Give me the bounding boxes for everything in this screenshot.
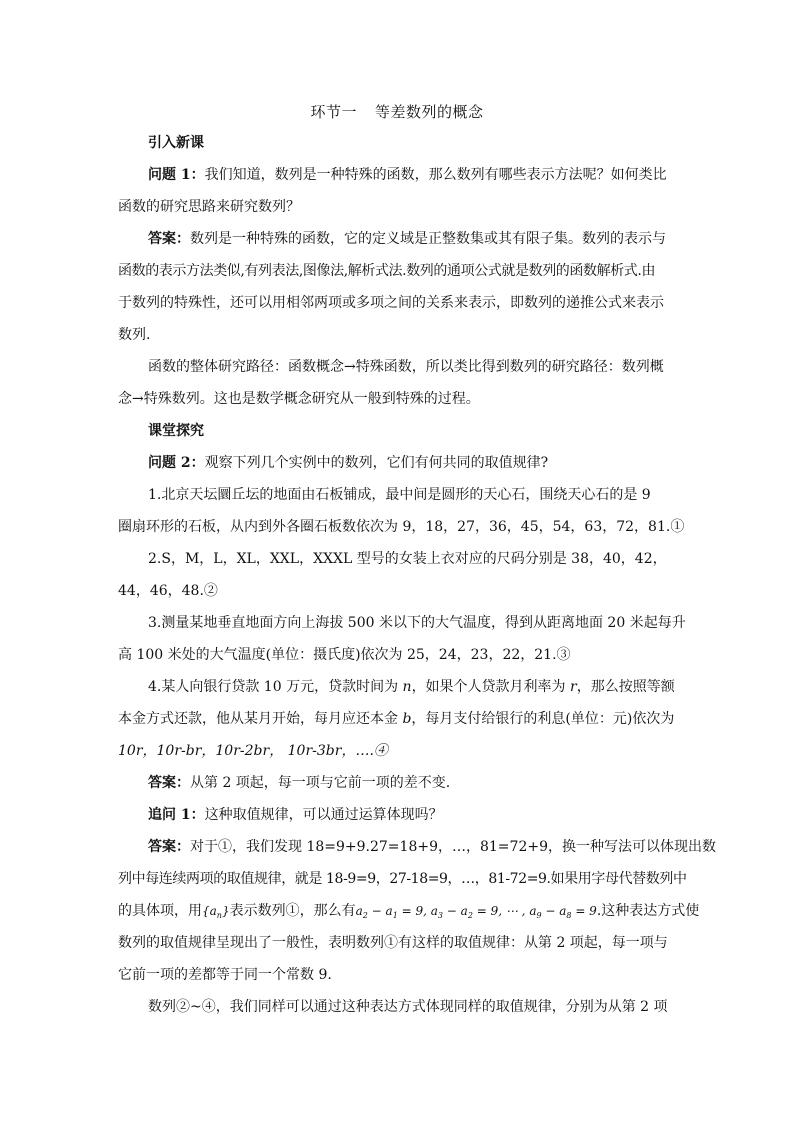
question-text: 观察下列几个实例中的数列，它们有何共同的取值规律? [204,455,549,471]
answer-text: 数列是一种特殊的函数，它的定义域是正整数集或其有限子集。数列的表示与 [190,231,666,247]
sequence-notation: $\{a_n\}$ [202,904,230,920]
answer-text: 从第 2 项起，每一项与它前一项的差不变. [190,775,451,791]
variable-n: n [402,679,412,695]
text-span: ，如果个人贷款月利率为 [411,679,571,695]
answer-3-line-4: 数列的取值规律呈现出了一般性，表明数列①有这样的取值规律：从第 2 项起，每一项与 [118,935,668,951]
section-heading-explore: 课堂探究 [148,423,204,439]
answer-3-line-1 [148,837,716,857]
example-3-line-1: 3.测量某地垂直地面方向上海拔 500 米以下的大气温度，得到从距离地面 20 米起每升 [148,615,686,631]
answer-label: 答案： [148,839,190,855]
question-1-line-2: 函数的研究思路来研究数列？ [118,199,300,215]
follow-up-1 [148,805,708,825]
example-2-line-1: 2.S，M，L，XL，XXL，XXXL 型号的女装上衣对应的尺码分别是 38，40，42， [148,551,667,567]
variable-b: b [402,711,412,727]
question-text: 我们知道，数列是一种特殊的函数，那么数列有哪些表示方法呢？如何类比 [204,167,667,183]
answer-1-line-2: 函数的表示方法类似,有列表法,图像法,解析式法.数列的通项公式就是数列的函数解析式.由 [118,263,656,279]
text-span: 表示数列①，那么有 [229,903,356,919]
example-3-line-2: 高 100 米处的大气温度(单位：摄氏度)依次为 25，24，23，22，21.③ [118,647,571,663]
answer-text: 对于①，我们发现 18=9+9.27=18+9，…，81=72+9，换一种写法可以体现出数 [190,839,716,855]
text-span: 4.某人向银行贷款 10 万元，贷款时间为 [148,679,403,695]
question-label: 问题 1： [148,167,205,183]
paragraph-1-line-1: 函数的整体研究路径：函数概念→特殊函数，所以类比得到数列的研究路径：数列概 [148,359,664,375]
example-4-line-3: 10r，10r-br，10r-2br， 10r-3br，….④ [118,743,388,759]
text-span: ，每月支付给银行的利息(单位：元)依次为 [411,711,675,727]
variable-r: r [570,679,577,695]
answer-2 [148,773,708,793]
title-part1: 环节一 [310,103,357,121]
answer-3-line-5: 它前一项的差都等于同一个常数 9. [118,967,332,983]
paragraph-1-line-2: 念→特殊数列。这也是数学概念研究从一般到特殊的过程。 [118,391,480,407]
answer-label: 答案： [148,775,190,791]
example-1-line-1: 1.北京天坛圜丘坛的地面由石板铺成，最中间是圆形的天心石，围绕天心石的是 9 [148,487,651,503]
follow-up-text: 这种取值规律，可以通过运算体现吗？ [204,807,443,823]
text-span: 本金方式还款，他从某月开始，每月应还本金 [118,711,403,727]
example-4-line-2 [118,709,678,729]
paragraph-2-line-1: 数列②~④，我们同样可以通过这种表达方式体现同样的取值规律，分别为从第 2 项 [148,999,668,1015]
question-1-line-1 [148,165,708,185]
difference-equations: $a_2 - a_1 = 9$, $a_3 - a_2 = 9$, ⋯ , $a_9 - a_8 = 9$ [355,904,597,920]
text-span: 的具体项，用 [118,903,202,919]
text-span: .这种表达方式使 [596,903,700,919]
example-4-line-1 [148,677,708,697]
answer-label: 答案： [148,231,190,247]
answer-3-line-2: 列中每连续两项的取值规律，就是 18-9=9，27-18=9，…，81-72=9.如果用字母代替数列中 [118,871,687,887]
page-title [0,101,794,122]
answer-3-line-3 [118,901,700,926]
answer-1-line-1 [148,229,708,249]
title-part2: 等差数列的概念 [375,103,484,121]
section-heading-intro: 引入新课 [148,135,204,151]
answer-1-line-3: 于数列的特殊性，还可以用相邻两项或多项之间的关系来表示，即数列的递推公式来表示 [118,295,664,311]
example-2-line-2: 44，46，48.② [118,583,218,599]
follow-up-label: 追问 1： [148,807,205,823]
answer-1-line-4: 数列. [118,327,151,343]
question-label: 问题 2： [148,455,205,471]
question-2 [148,453,708,473]
text-span: ，那么按照等额 [576,679,675,695]
example-1-line-2: 圈扇环形的石板，从内到外各圈石板数依次为 9，18，27，36，45，54，63，72，81.① [118,519,685,535]
